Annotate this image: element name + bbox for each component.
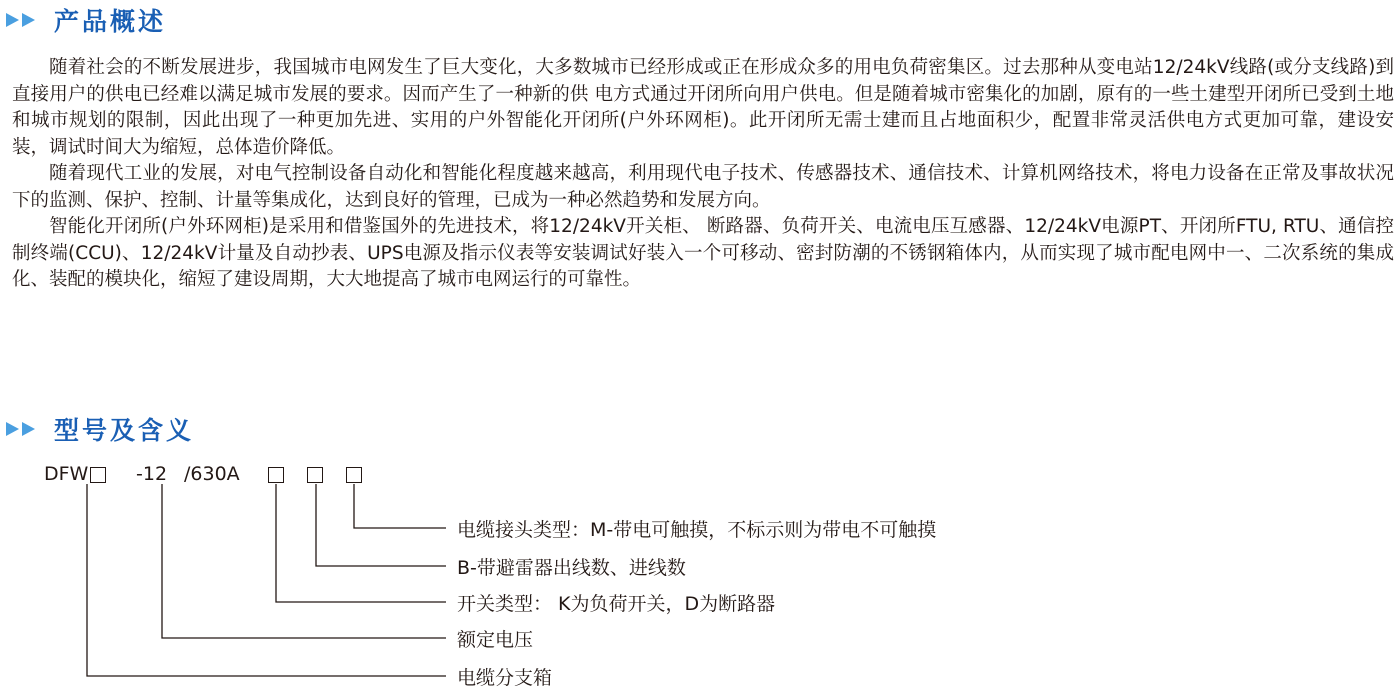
description-label: B-带避雷器出线数、进线数 bbox=[457, 557, 686, 579]
description-label: 额定电压 bbox=[457, 629, 534, 651]
paragraph: 随着社会的不断发展进步，我国城市电网发生了巨大变化，大多数城市已经形成或正在形成众多的用电负荷密集区。过去那种从变电站12/24kV线路(或分支线路)到直接用户的供电已经难以满足城市发展的要求。因而产生了一种新的供 电方式通过开闭所向用户供电。但是随着城市密集化的加剧，原有的一些土建型开闭所已受到土地和城市规划的限制，因此出现了一种更加先进、实用的户外智能化开闭所(户外环网柜)。此开闭所无需士建而且占地面积少，配置非常灵活供电方式更加可靠，建设安装，调试时间大为缩短，总体造价降低。 bbox=[12, 57, 1394, 158]
model-prefix: DFW bbox=[44, 463, 89, 485]
model-voltage: -12 bbox=[136, 463, 168, 485]
description-label: 电缆分支箱 bbox=[457, 667, 553, 689]
section-title: 型号及含义 bbox=[54, 416, 195, 445]
description-label: 开关类型： K为负荷开关，D为断路器 bbox=[457, 593, 776, 615]
paragraph: 智能化开闭所(户外环网柜)是采用和借鉴国外的先进技术，将12/24kV开关柜、 断路器、负荷开关、电流电压互感器、12/24kV电源PT、开闭所FTU, RTU、通信控制终端(CCU)、12/24kV计量及自动抄表、UPS电源及指示仪表等安装调试好装入一个可移动、密封防潮的不锈钢箱体内，从而实现了城市配电网中一、二次系统的集成化、装配的模块化，缩短了建设周期，大大地提高了城市电网运行的可靠性。 bbox=[12, 216, 1394, 290]
paragraph: 随着现代工业的发展，对电气控制设备自动化和智能化程度越来越高，利用现代电子技术、传感器技术、通信技术、计算机网络技术，将电力设备在正常及事故状况下的监测、保护、控制、计量等集成化，达到良好的管理，已成为一种必然趋势和发展方向。 bbox=[12, 163, 1394, 211]
section-title: 产品概述 bbox=[54, 7, 167, 36]
model-current: /630A bbox=[184, 463, 240, 485]
description-label: 电缆接头类型：M-带电可触摸，不标示则为带电不可触摸 bbox=[457, 519, 937, 541]
